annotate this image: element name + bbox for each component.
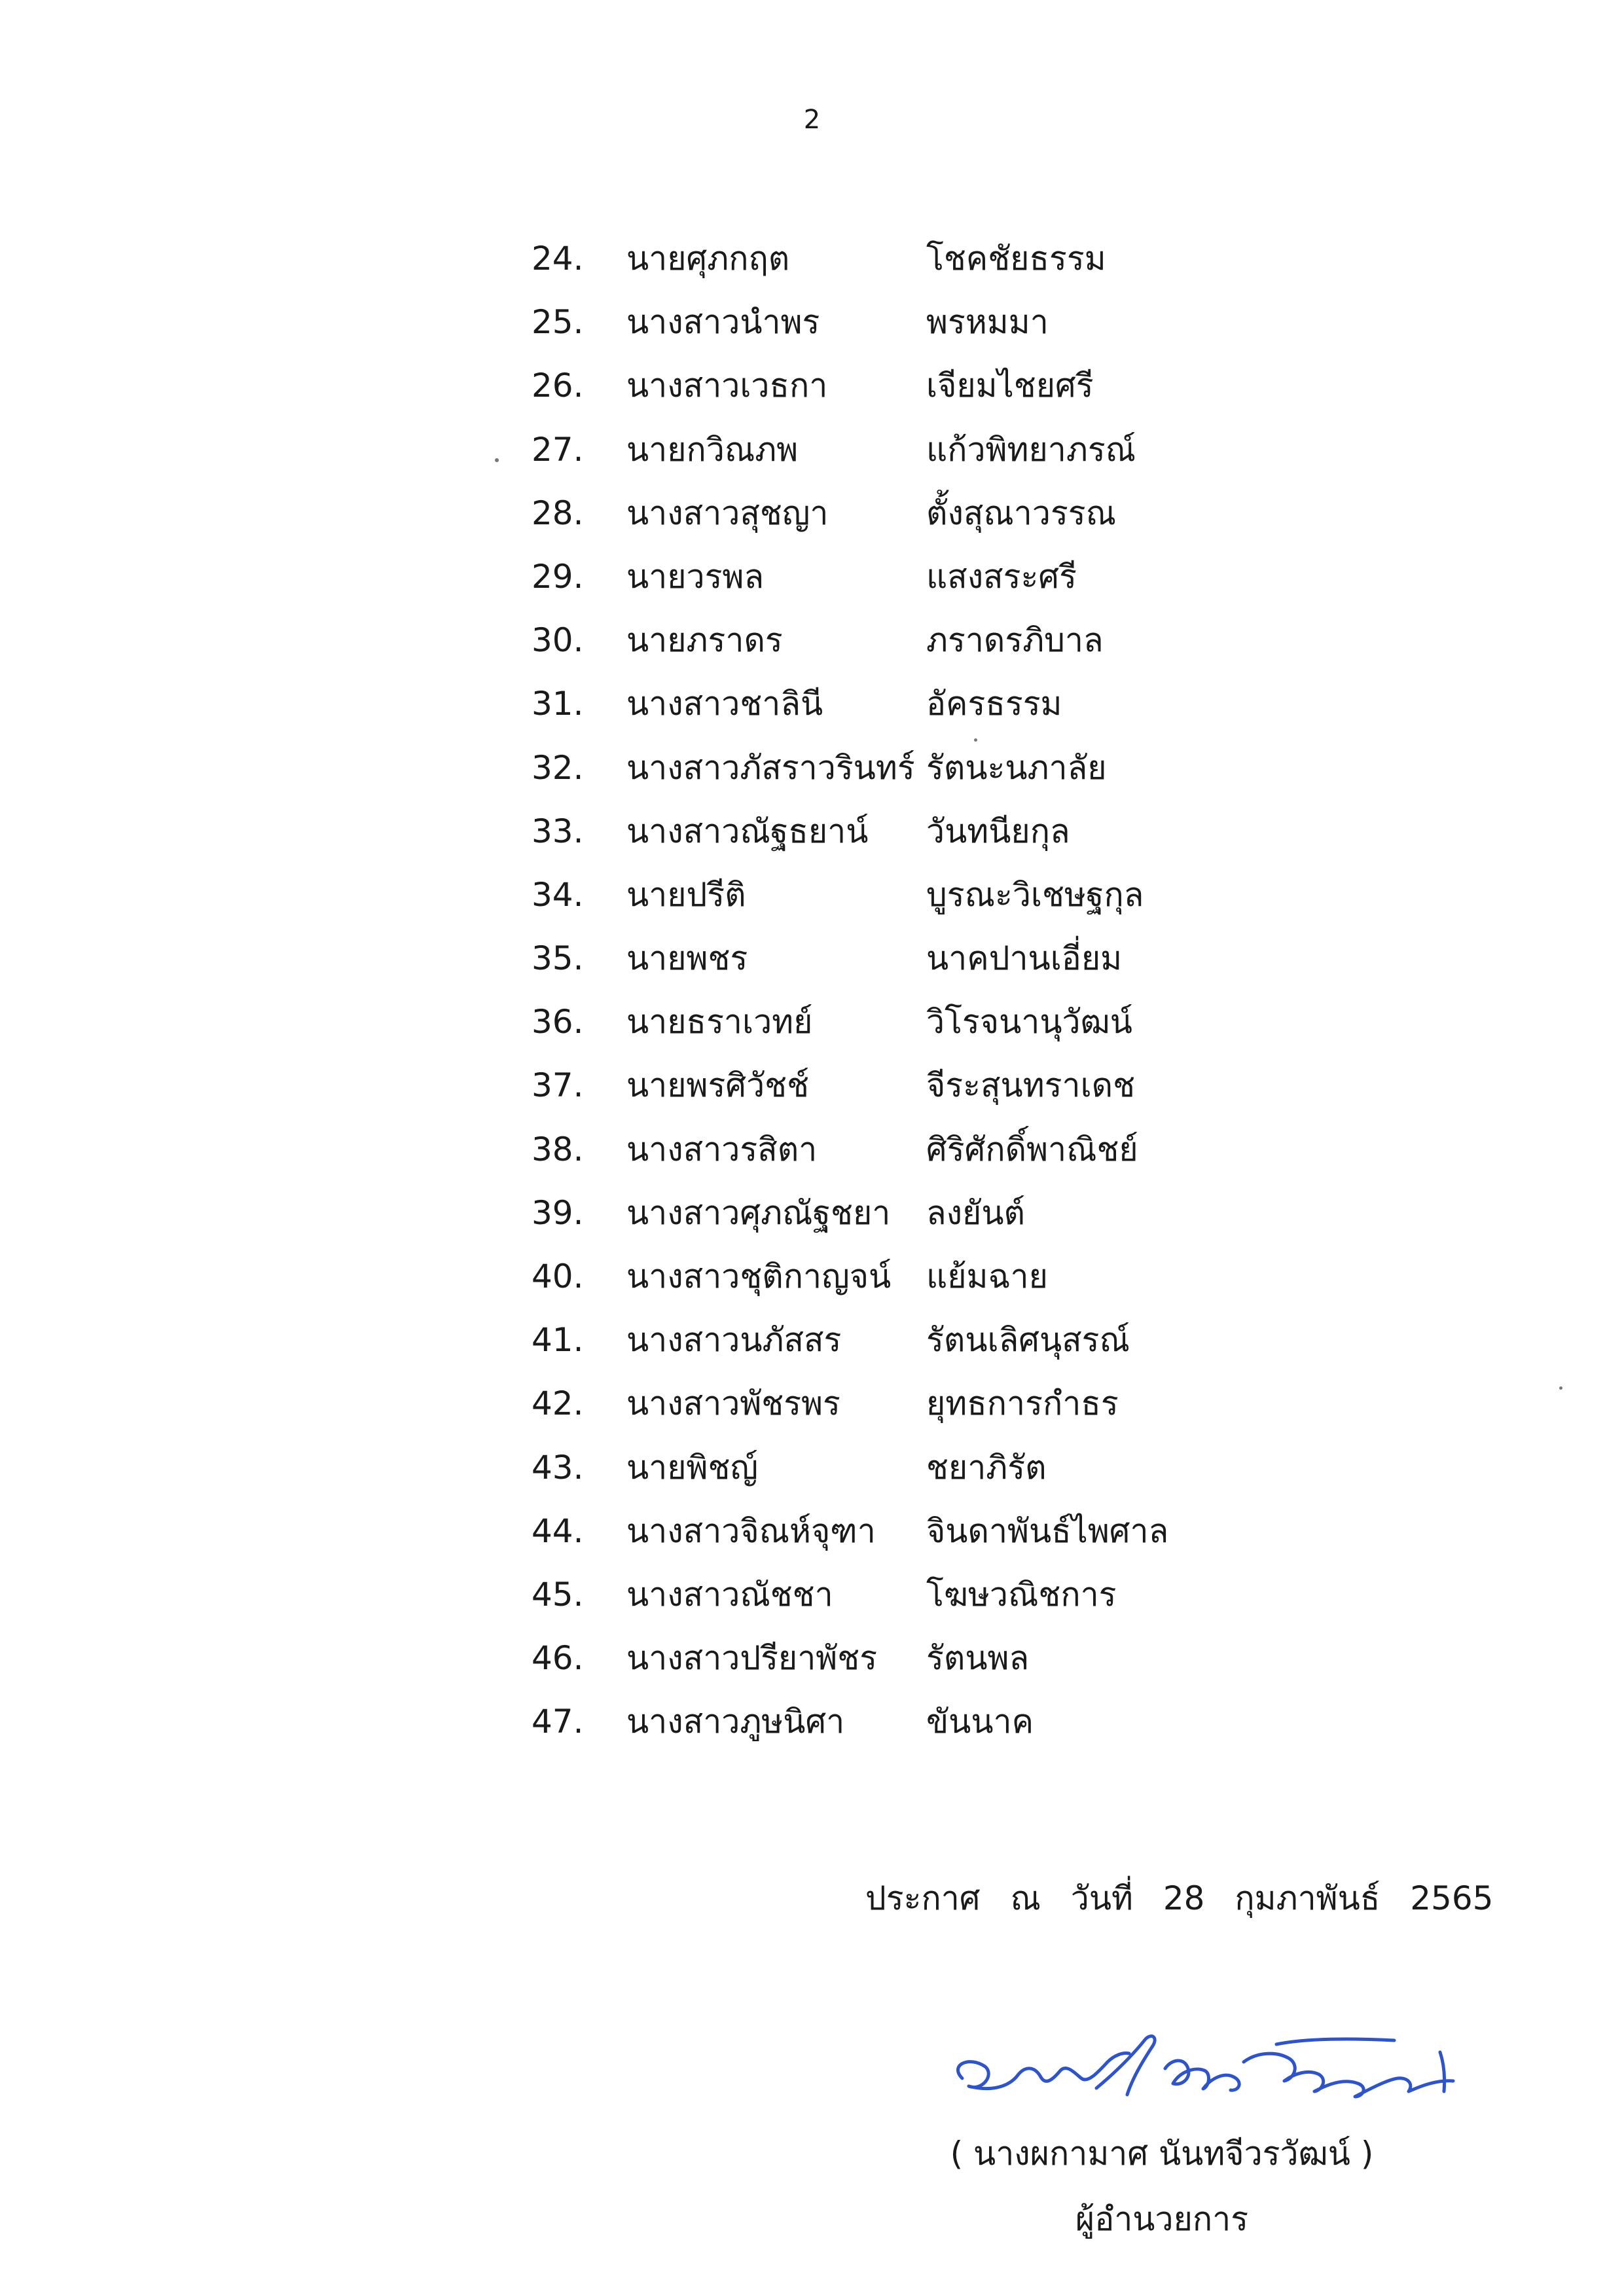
entry-first-name: นางสาวณัฐธยาน์ (626, 812, 869, 850)
entry-first-name: นายกวิณภพ (626, 430, 799, 469)
entry-number: 44. (532, 1511, 584, 1550)
entry-number: 43. (532, 1448, 584, 1487)
list-item (0, 869, 1624, 932)
list-item (0, 742, 1624, 805)
entry-first-name: นางสาวรสิตา (626, 1130, 818, 1168)
entry-last-name: จินดาพันธ์ไพศาล (926, 1511, 1169, 1550)
entry-last-name: อัครธรรม (926, 685, 1062, 723)
entry-first-name: นางสาวภัสราวรินทร์ (626, 748, 915, 787)
entry-number: 40. (532, 1257, 584, 1295)
entry-first-name: นางสาวเวธกา (626, 367, 828, 405)
entry-number: 29. (532, 557, 584, 596)
entry-number: 38. (532, 1130, 584, 1168)
entry-first-name: นายศุภกฤต (626, 240, 790, 278)
list-item (0, 805, 1624, 869)
name-list (0, 232, 1624, 1760)
announcement-month: กุมภาพันธ์ (1235, 1879, 1380, 1917)
announcement-day: 28 (1163, 1879, 1205, 1917)
list-item (0, 296, 1624, 359)
entry-number: 37. (532, 1066, 584, 1105)
entry-first-name: นายพรศิวัชช์ (626, 1066, 810, 1105)
list-item (0, 932, 1624, 996)
entry-last-name: นาคปานเอี่ยม (926, 939, 1123, 978)
entry-number: 24. (532, 240, 584, 278)
list-item (0, 424, 1624, 487)
entry-number: 32. (532, 748, 584, 787)
list-item (0, 1314, 1624, 1377)
list-item (0, 551, 1624, 614)
scan-speck (495, 458, 499, 462)
entry-number: 47. (532, 1703, 584, 1741)
signer-name: ( นางผกามาศ นันทจีวรวัฒน์ ) (950, 2135, 1374, 2173)
list-item (0, 678, 1624, 741)
entry-last-name: ตั้งสุณาวรรณ (926, 494, 1117, 532)
entry-last-name: พรหมมา (926, 303, 1049, 342)
entry-number: 31. (532, 685, 584, 723)
entry-first-name: นายพชร (626, 939, 748, 978)
list-item (0, 1059, 1624, 1123)
entry-last-name: ภราดรภิบาล (926, 621, 1104, 660)
list-item (0, 1187, 1624, 1250)
list-item (0, 1632, 1624, 1695)
entry-number: 34. (532, 875, 584, 914)
entry-first-name: นางสาวศุภณัฐชยา (626, 1193, 891, 1232)
entry-last-name: โฆษวณิชการ (926, 1575, 1117, 1614)
list-item (0, 487, 1624, 551)
announcement-at: ณ (1010, 1879, 1041, 1917)
list-item (0, 1123, 1624, 1187)
entry-last-name: วันทนียกุล (926, 812, 1070, 850)
list-item (0, 996, 1624, 1059)
entry-number: 30. (532, 621, 584, 660)
entry-number: 36. (532, 1003, 584, 1041)
announcement-label: ประกาศ (865, 1879, 981, 1917)
entry-first-name: นางสาวพัชรพร (626, 1384, 840, 1423)
entry-first-name: นางสาวชาลินี (626, 685, 823, 723)
entry-first-name: นางสาวภูษนิศา (626, 1703, 845, 1741)
entry-last-name: ขันนาค (926, 1703, 1034, 1741)
entry-number: 45. (532, 1575, 584, 1614)
entry-first-name: นางสาวนำพร (626, 303, 820, 342)
entry-last-name: วิโรจนานุวัฒน์ (926, 1003, 1132, 1041)
entry-number: 27. (532, 430, 584, 469)
list-item (0, 232, 1624, 296)
entry-first-name: นายพิชญ์ (626, 1448, 759, 1487)
entry-last-name: บูรณะวิเชษฐกุล (926, 875, 1144, 914)
entry-last-name: รัตนะนภาลัย (926, 748, 1107, 787)
entry-first-name: นางสาวสุชญา (626, 494, 829, 532)
entry-first-name: นางสาวณัชชา (626, 1575, 833, 1614)
entry-number: 26. (532, 367, 584, 405)
entry-last-name: โชคชัยธรรม (926, 240, 1106, 278)
entry-last-name: แย้มฉาย (926, 1257, 1048, 1295)
signer-position: ผู้อำนวยการ (1075, 2200, 1249, 2238)
scan-speck (1559, 1386, 1562, 1390)
list-item (0, 1505, 1624, 1568)
announcement-line (865, 1872, 1494, 1925)
entry-number: 46. (532, 1639, 584, 1678)
entry-last-name: แก้วพิทยาภรณ์ (926, 430, 1136, 469)
entry-first-name: นางสาวชุติกาญจน์ (626, 1257, 892, 1295)
entry-last-name: แสงสระศรี (926, 557, 1077, 596)
entry-last-name: ลงยันต์ (926, 1193, 1026, 1232)
entry-last-name: รัตนพล (926, 1639, 1030, 1678)
entry-first-name: นายปรีติ (626, 875, 746, 914)
entry-last-name: ศิริศักดิ์พาณิชย์ (926, 1130, 1138, 1168)
announcement-date-label: วันที่ (1070, 1879, 1133, 1917)
entry-last-name: ยุทธการกำธร (926, 1384, 1119, 1423)
entry-number: 25. (532, 303, 584, 342)
entry-last-name: เจียมไชยศรี (926, 367, 1094, 405)
announcement-year: 2565 (1410, 1879, 1494, 1917)
entry-first-name: นายภราดร (626, 621, 783, 660)
entry-first-name: นายวรพล (626, 557, 765, 596)
page-number: 2 (803, 105, 821, 135)
list-item (0, 359, 1624, 423)
entry-number: 39. (532, 1193, 584, 1232)
entry-number: 41. (532, 1321, 584, 1360)
entry-first-name: นางสาวปรียาพัชร (626, 1639, 878, 1678)
entry-first-name: นางสาวจิณห์จุฑา (626, 1511, 876, 1550)
entry-last-name: รัตนเลิศนุสรณ์ (926, 1321, 1130, 1360)
list-item (0, 1250, 1624, 1314)
entry-last-name: จีระสุนทราเดช (926, 1066, 1136, 1105)
entry-number: 33. (532, 812, 584, 850)
entry-first-name: นางสาวนภัสสร (626, 1321, 842, 1360)
list-item (0, 1568, 1624, 1632)
list-item (0, 614, 1624, 678)
list-item (0, 1695, 1624, 1759)
handwritten-signature (936, 2026, 1473, 2118)
entry-first-name: นายธราเวทย์ (626, 1003, 813, 1041)
entry-number: 28. (532, 494, 584, 532)
list-item (0, 1377, 1624, 1441)
entry-last-name: ชยาภิรัต (926, 1448, 1047, 1487)
entry-number: 35. (532, 939, 584, 978)
scan-speck (974, 738, 977, 742)
list-item (0, 1441, 1624, 1505)
entry-number: 42. (532, 1384, 584, 1423)
